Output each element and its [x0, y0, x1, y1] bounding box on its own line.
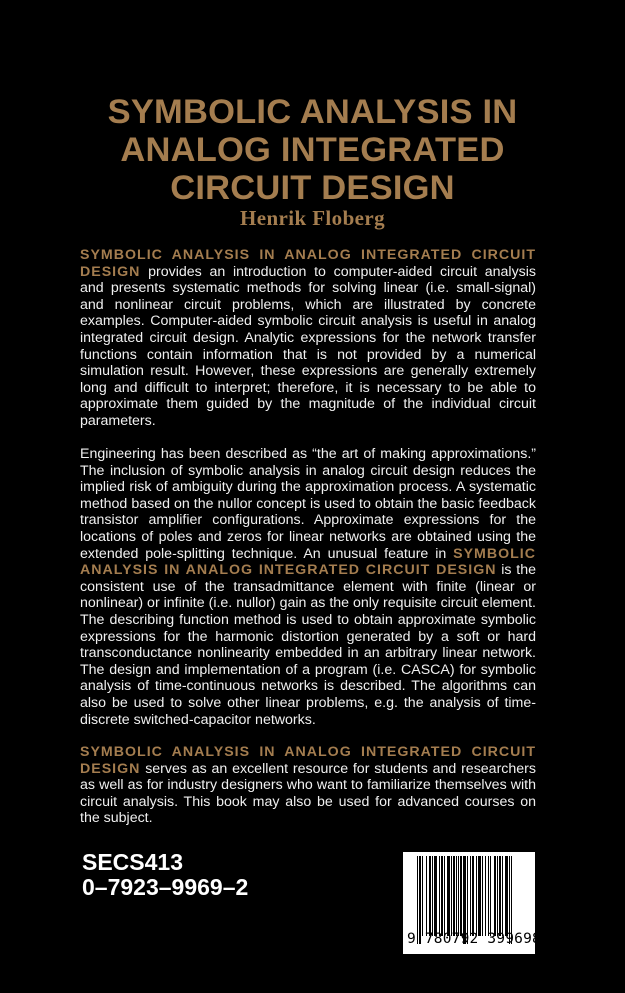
barcode-bars-icon — [417, 856, 533, 936]
series-code: SECS413 — [82, 849, 184, 875]
isbn-number: 0–7923–9969–2 — [82, 874, 249, 900]
paragraph-text: provides an introduction to computer-aided circuit analysis and presents systematic methods for solving linear (i.e. small-signal) and nonlinear circuit problems, which are illustrated by concrete examples. Computer-aided symbolic circuit analysis is useful in analog integrated circuit design. Analytic expressions for the network transfer functions contain information that is not provided by a numerical simulation result. However, these expressions are generally extremely long and difficult to interpret; therefore, it is necessary to be able to approximate them guided by the magnitude of the individual circuit parameters. — [80, 263, 536, 429]
title-line-2: ANALOG INTEGRATED — [120, 131, 505, 169]
author-name: Henrik Floberg — [239, 206, 385, 230]
book-title-highlight: SYMBOLIC ANALYSIS IN ANALOG INTEGRATED CIRCUIT DESIGN — [80, 545, 536, 579]
barcode-digits: 9 780792 399698 — [407, 931, 541, 947]
blurb-paragraph-2 — [80, 446, 536, 728]
paragraph-text-after: is the consistent use of the transadmittance element with finite (linear or nonlinear) or infinite (i.e. nullor) gain as the only requisite circuit element. The describing function method is used to obtain approximate symbolic expressions for the harmonic distortion generated by a soft or hard transconductance nonlinearity embedded in an arbitrary linear network. The design and implementation of a program (i.e. CASCA) for symbolic analysis of time-continuous networks is described. The algorithms can also be used to solve other linear problems, e.g. the analysis of time-discrete switched-capacitor networks. — [80, 562, 536, 728]
blurb-paragraph-1 — [80, 247, 536, 430]
book-title — [0, 93, 625, 207]
paragraph-text: serves as an excellent resource for students and researchers as well as for industry designers who want to familiarize themselves with circuit analysis. This book may also be used for advanced courses on the subject. — [80, 760, 536, 827]
book-title-highlight: SYMBOLIC ANALYSIS IN ANALOG INTEGRATED CIRCUIT DESIGN — [80, 744, 536, 777]
blurb-paragraph-3 — [80, 744, 536, 827]
paragraph-text-before: Engineering has been described as “the art of making approximations.” The inclusion of symbolic analysis in analog circuit design reduces the implied risk of ambiguity during the approximation process. A systematic method based on the nullor concept is used to obtain the basic feedback transistor amplifier configurations. Approximate expressions for the locations of poles and zeros for linear networks are obtained using the extended pole-splitting technique. An unusual feature in — [80, 446, 536, 562]
book-title-highlight: SYMBOLIC ANALYSIS IN ANALOG INTEGRATED CIRCUIT DESIGN — [80, 247, 536, 280]
isbn-barcode — [403, 852, 541, 954]
title-line-1: SYMBOLIC ANALYSIS IN — [107, 93, 518, 131]
title-line-3: CIRCUIT DESIGN — [170, 169, 455, 207]
catalog-codes — [82, 850, 248, 900]
